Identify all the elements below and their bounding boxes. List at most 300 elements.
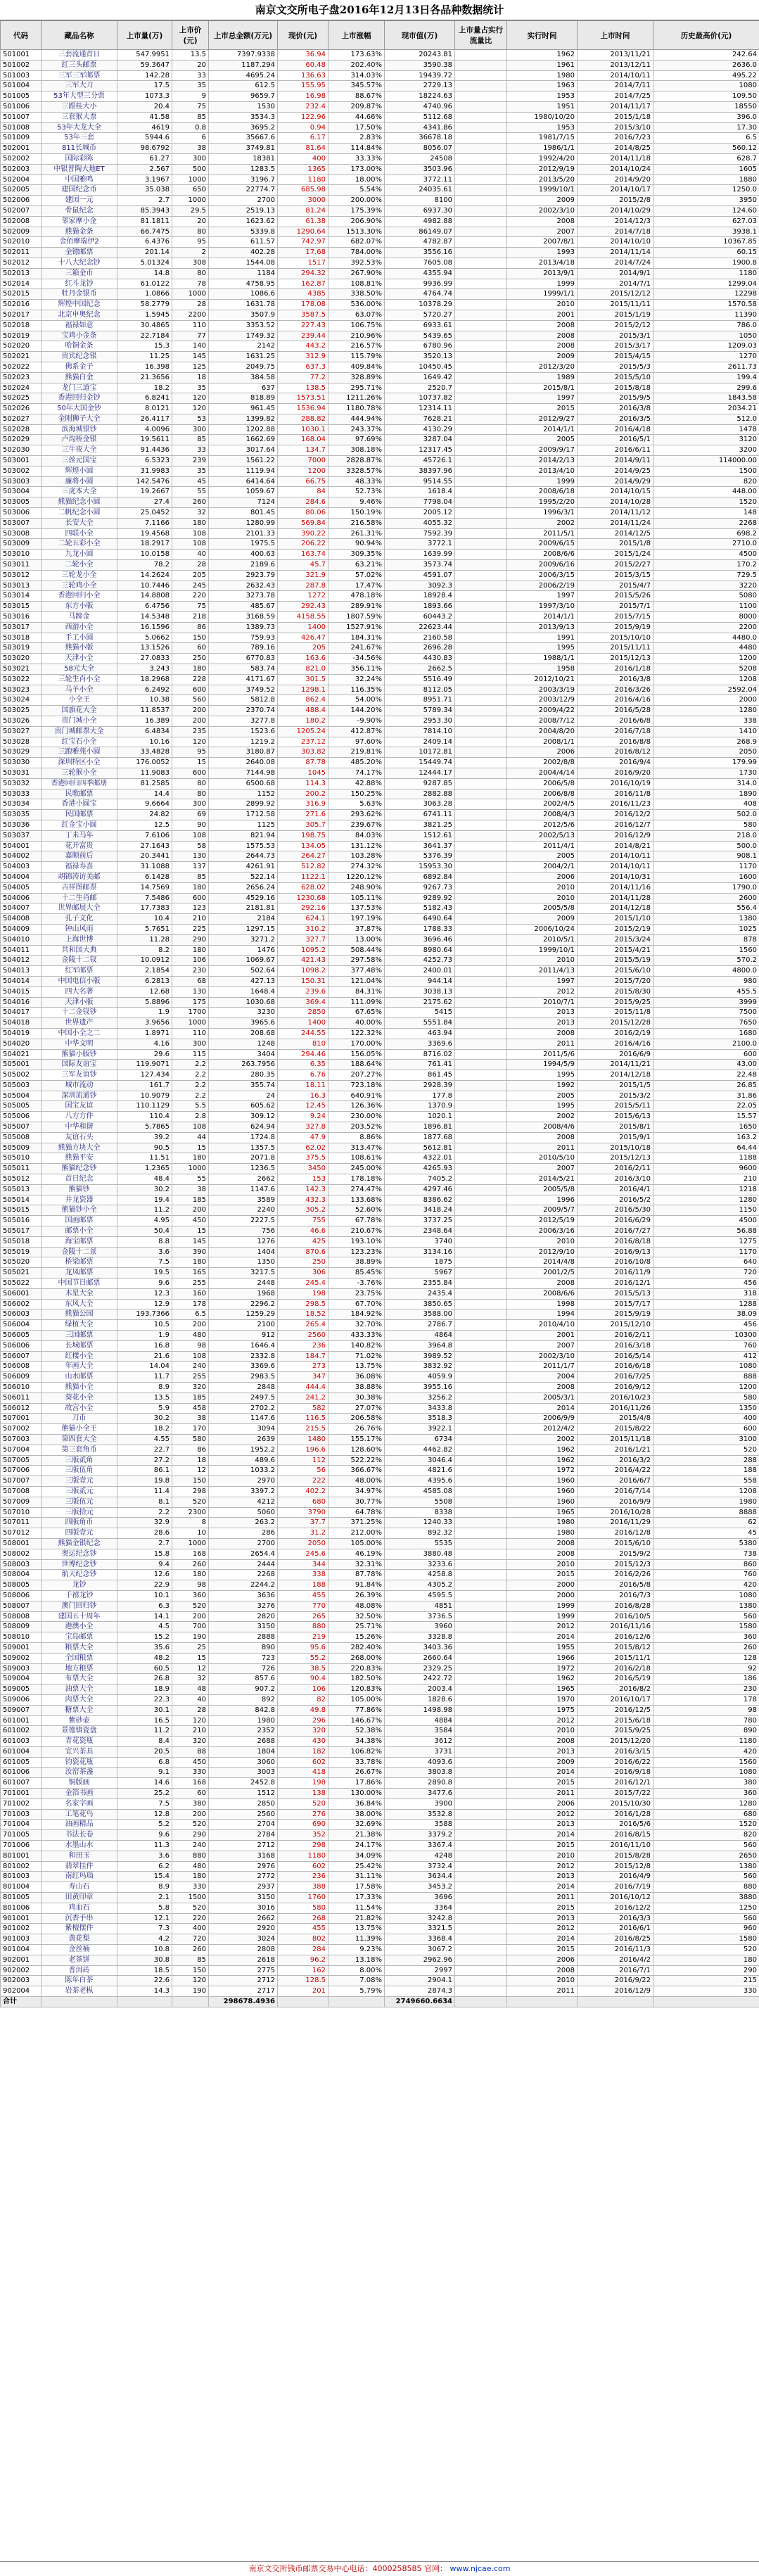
- table-row[interactable]: [1, 976, 759, 986]
- table-row[interactable]: [1, 1351, 759, 1362]
- cell-issue-date: 2006: [507, 872, 578, 882]
- table-row[interactable]: [1, 1861, 759, 1872]
- cell-quantity: 28.6: [117, 1528, 172, 1539]
- table-row[interactable]: [1, 1882, 759, 1893]
- column-header-issue-date[interactable]: 实行时间: [507, 21, 578, 50]
- table-row[interactable]: [1, 352, 759, 362]
- cell-high: 1080: [653, 1768, 759, 1778]
- table-row[interactable]: [1, 1841, 759, 1851]
- table-row[interactable]: [1, 1924, 759, 1934]
- cell-name: 钟山风雨: [42, 924, 117, 934]
- table-row[interactable]: [1, 1913, 759, 1924]
- cell-market-value: 4740.96: [385, 101, 455, 112]
- table-row[interactable]: [1, 383, 759, 393]
- table-row[interactable]: [1, 1737, 759, 1747]
- table-row[interactable]: [1, 362, 759, 372]
- table-row[interactable]: [1, 1559, 759, 1570]
- footer-link[interactable]: www.njcae.com: [449, 2564, 510, 2573]
- table-row[interactable]: [1, 737, 759, 747]
- table-row[interactable]: [1, 320, 759, 331]
- cell-list-date: 2016/1/18: [578, 664, 653, 675]
- cell-total-amount: 3695.2: [209, 122, 278, 133]
- table-row[interactable]: [1, 1372, 759, 1383]
- table-row[interactable]: [1, 1164, 759, 1174]
- table-row[interactable]: [1, 101, 759, 112]
- table-row[interactable]: [1, 424, 759, 435]
- table-row[interactable]: [1, 903, 759, 914]
- table-row[interactable]: [1, 956, 759, 966]
- cell-high: 230: [653, 1684, 759, 1695]
- table-row[interactable]: [1, 1622, 759, 1632]
- table-row[interactable]: [1, 778, 759, 789]
- table-row[interactable]: [1, 289, 759, 300]
- cell-name: 熊猫纪念小圆: [42, 497, 117, 508]
- cell-ratio: [455, 830, 507, 841]
- cell-current-price: 96.2: [278, 1955, 329, 1965]
- table-row[interactable]: [1, 1705, 759, 1715]
- cell-current-price: 31.2: [278, 1528, 329, 1539]
- cell-current-price: 306: [278, 1268, 329, 1279]
- cell-name: 航天纪念钞: [42, 1570, 117, 1580]
- table-row[interactable]: [1, 1247, 759, 1257]
- table-row[interactable]: [1, 1663, 759, 1674]
- table-row[interactable]: [1, 706, 759, 716]
- cell-issue-date: 2010: [507, 1559, 578, 1570]
- table-row[interactable]: [1, 518, 759, 528]
- table-row[interactable]: [1, 1195, 759, 1205]
- table-row[interactable]: [1, 1642, 759, 1653]
- cell-list-date: 2014/9/20: [578, 175, 653, 185]
- table-row[interactable]: [1, 747, 759, 758]
- table-row[interactable]: [1, 60, 759, 70]
- cell-change: 46.19%: [329, 1549, 385, 1559]
- cell-total-amount: 1219.2: [209, 737, 278, 747]
- table-row[interactable]: [1, 1455, 759, 1466]
- cell-market-value: 3850.65: [385, 1299, 455, 1309]
- cell-name: 工笔花鸟: [42, 1809, 117, 1820]
- cell-list-price: 290: [172, 934, 209, 945]
- table-row[interactable]: [1, 216, 759, 227]
- cell-quantity: 13.1526: [117, 643, 172, 654]
- table-row[interactable]: [1, 1694, 759, 1705]
- table-row[interactable]: [1, 841, 759, 851]
- table-row[interactable]: [1, 1798, 759, 1809]
- table-row[interactable]: [1, 310, 759, 320]
- column-header-list-price[interactable]: 上市价(元): [172, 21, 209, 50]
- cell-issue-date: 1975: [507, 1705, 578, 1715]
- cell-issue-date: 2012: [507, 1924, 578, 1934]
- cell-current-price: 3790: [278, 1507, 329, 1518]
- table-row[interactable]: [1, 1299, 759, 1309]
- column-header-ratio[interactable]: 上市量占实行流量比: [455, 21, 507, 50]
- cell-ratio: [455, 580, 507, 591]
- cell-issue-date: 2014/1/1: [507, 424, 578, 435]
- cell-issue-date: 1992/4/20: [507, 153, 578, 164]
- table-row[interactable]: [1, 268, 759, 279]
- table-row[interactable]: [1, 872, 759, 882]
- cell-change: 38.00%: [329, 1809, 385, 1820]
- table-row[interactable]: [1, 1570, 759, 1580]
- table-row[interactable]: [1, 1383, 759, 1393]
- table-row[interactable]: [1, 331, 759, 341]
- total-cell: [117, 1997, 172, 2007]
- table-row[interactable]: [1, 112, 759, 122]
- cell-name: 世界邮展大全: [42, 903, 117, 914]
- table-row[interactable]: [1, 820, 759, 830]
- table-row[interactable]: [1, 1008, 759, 1018]
- table-row[interactable]: [1, 695, 759, 706]
- table-row[interactable]: [1, 726, 759, 737]
- table-row[interactable]: [1, 1184, 759, 1195]
- cell-list-price: 205: [172, 570, 209, 580]
- table-row[interactable]: [1, 227, 759, 237]
- cell-market-value: 3821.25: [385, 820, 455, 830]
- cell-change: 64.78%: [329, 1507, 385, 1518]
- table-row[interactable]: [1, 1340, 759, 1351]
- table-row[interactable]: [1, 1757, 759, 1768]
- cell-quantity: 1.2365: [117, 1164, 172, 1174]
- table-row[interactable]: [1, 1080, 759, 1091]
- cell-list-price: 2300: [172, 1507, 209, 1518]
- cell-change: 1527.91%: [329, 622, 385, 633]
- cell-ratio: [455, 237, 507, 248]
- table-row[interactable]: [1, 924, 759, 934]
- table-row[interactable]: [1, 1362, 759, 1372]
- table-row[interactable]: [1, 1611, 759, 1622]
- table-row[interactable]: [1, 341, 759, 352]
- cell-high: 1100: [653, 602, 759, 612]
- table-row[interactable]: [1, 185, 759, 196]
- table-row[interactable]: [1, 986, 759, 997]
- cell-current-price: 770: [278, 1601, 329, 1611]
- cell-current-price: 1298.1: [278, 685, 329, 695]
- table-row[interactable]: [1, 1590, 759, 1601]
- cell-current-price: 276: [278, 1809, 329, 1820]
- table-row[interactable]: [1, 1601, 759, 1611]
- table-row[interactable]: [1, 1789, 759, 1799]
- table-row[interactable]: [1, 1809, 759, 1820]
- column-header-change[interactable]: 上市涨幅: [329, 21, 385, 50]
- table-row[interactable]: [1, 1851, 759, 1861]
- table-row[interactable]: [1, 914, 759, 925]
- table-row[interactable]: [1, 1216, 759, 1226]
- table-row[interactable]: [1, 1268, 759, 1279]
- cell-quantity: 4.95: [117, 1216, 172, 1226]
- table-row[interactable]: [1, 539, 759, 550]
- table-row[interactable]: [1, 1122, 759, 1133]
- cell-code: 503010: [1, 550, 42, 560]
- table-row[interactable]: [1, 674, 759, 685]
- table-row[interactable]: [1, 248, 759, 258]
- table-row[interactable]: [1, 1070, 759, 1081]
- table-row[interactable]: [1, 1976, 759, 1986]
- cell-list-price: 80: [172, 227, 209, 237]
- table-row[interactable]: [1, 50, 759, 61]
- cell-ratio: [455, 372, 507, 383]
- cell-ratio: [455, 1288, 507, 1299]
- column-header-high[interactable]: 历史最高价(元): [653, 21, 759, 50]
- table-row[interactable]: [1, 497, 759, 508]
- table-row[interactable]: [1, 643, 759, 654]
- table-row[interactable]: [1, 570, 759, 580]
- table-row[interactable]: [1, 1965, 759, 1976]
- table-row[interactable]: [1, 528, 759, 539]
- cell-current-price: 582: [278, 1403, 329, 1414]
- table-row[interactable]: [1, 1112, 759, 1122]
- table-row[interactable]: [1, 1143, 759, 1153]
- table-row[interactable]: [1, 830, 759, 841]
- column-header-name[interactable]: 藏品名称: [42, 21, 117, 50]
- table-row[interactable]: [1, 279, 759, 289]
- table-row[interactable]: [1, 1257, 759, 1268]
- table-row[interactable]: [1, 560, 759, 571]
- cell-name: 长城邮票: [42, 1340, 117, 1351]
- table-row[interactable]: [1, 1226, 759, 1237]
- column-header-market-value[interactable]: 现市值(万): [385, 21, 455, 50]
- cell-name: 红宝石小全: [42, 737, 117, 747]
- table-row[interactable]: [1, 1424, 759, 1435]
- table-row[interactable]: [1, 258, 759, 268]
- table-row[interactable]: [1, 1549, 759, 1559]
- table-row[interactable]: [1, 1497, 759, 1507]
- table-row[interactable]: [1, 1955, 759, 1965]
- cell-ratio: [455, 456, 507, 467]
- table-row[interactable]: [1, 1580, 759, 1591]
- table-row[interactable]: [1, 1466, 759, 1476]
- cell-name: 深圳流通钞: [42, 1091, 117, 1101]
- cell-total-amount: 6414.64: [209, 476, 278, 487]
- table-row[interactable]: [1, 300, 759, 310]
- cell-list-price: 320: [172, 1737, 209, 1747]
- table-row[interactable]: [1, 1986, 759, 1997]
- table-row[interactable]: [1, 1403, 759, 1414]
- table-row[interactable]: [1, 1653, 759, 1663]
- table-row[interactable]: [1, 550, 759, 560]
- table-row[interactable]: [1, 789, 759, 799]
- table-row[interactable]: [1, 1039, 759, 1049]
- table-row[interactable]: [1, 1414, 759, 1424]
- table-row[interactable]: [1, 1049, 759, 1060]
- table-row[interactable]: [1, 1153, 759, 1164]
- cell-high: 2592.04: [653, 685, 759, 695]
- cell-market-value: 3364: [385, 1903, 455, 1913]
- table-row[interactable]: [1, 1060, 759, 1070]
- table-row[interactable]: [1, 435, 759, 445]
- table-row[interactable]: [1, 508, 759, 519]
- cell-market-value: 3556.16: [385, 248, 455, 258]
- table-row[interactable]: [1, 1903, 759, 1913]
- column-header-current-price[interactable]: 现价(元): [278, 21, 329, 50]
- cell-change: 140.82%: [329, 1340, 385, 1351]
- table-row[interactable]: [1, 810, 759, 820]
- table-row[interactable]: [1, 945, 759, 956]
- table-row[interactable]: [1, 1768, 759, 1778]
- table-row[interactable]: [1, 1528, 759, 1539]
- table-row[interactable]: [1, 799, 759, 810]
- table-row[interactable]: [1, 487, 759, 497]
- table-row[interactable]: [1, 133, 759, 144]
- cell-code: 502007: [1, 205, 42, 216]
- table-row[interactable]: [1, 1726, 759, 1737]
- cell-list-date: 2015/4/15: [578, 352, 653, 362]
- table-row[interactable]: [1, 612, 759, 623]
- table-row[interactable]: [1, 1746, 759, 1757]
- cell-high: 38.09: [653, 1309, 759, 1320]
- cell-high: 1180: [653, 268, 759, 279]
- table-row[interactable]: [1, 1018, 759, 1029]
- cell-ratio: [455, 300, 507, 310]
- table-row[interactable]: [1, 851, 759, 862]
- cell-market-value: 6780.96: [385, 341, 455, 352]
- table-row[interactable]: [1, 622, 759, 633]
- table-row[interactable]: [1, 716, 759, 727]
- table-row[interactable]: [1, 1507, 759, 1518]
- table-row[interactable]: [1, 934, 759, 945]
- column-header-total-amount[interactable]: 上市总金额(万元): [209, 21, 278, 50]
- table-row[interactable]: [1, 882, 759, 893]
- cell-market-value: 5612.81: [385, 1143, 455, 1153]
- table-row[interactable]: [1, 1279, 759, 1289]
- cell-change: 640.91%: [329, 1091, 385, 1101]
- table-row[interactable]: [1, 404, 759, 414]
- table-row[interactable]: [1, 1820, 759, 1830]
- table-row[interactable]: [1, 1486, 759, 1497]
- table-row[interactable]: [1, 70, 759, 81]
- column-header-list-date[interactable]: 上市时间: [578, 21, 653, 50]
- cell-change: 17.50%: [329, 122, 385, 133]
- table-row[interactable]: [1, 1518, 759, 1528]
- cell-total-amount: 4212: [209, 1497, 278, 1507]
- table-row[interactable]: [1, 81, 759, 91]
- cell-ratio: [455, 1507, 507, 1518]
- table-row[interactable]: [1, 1331, 759, 1341]
- table-row[interactable]: [1, 1684, 759, 1695]
- table-row[interactable]: [1, 1872, 759, 1882]
- table-row[interactable]: [1, 205, 759, 216]
- table-row[interactable]: [1, 237, 759, 248]
- table-row[interactable]: [1, 1830, 759, 1841]
- table-row[interactable]: [1, 91, 759, 102]
- table-row[interactable]: [1, 393, 759, 404]
- table-row[interactable]: [1, 997, 759, 1008]
- cell-list-price: 185: [172, 1195, 209, 1205]
- table-row[interactable]: [1, 1392, 759, 1403]
- table-row[interactable]: [1, 144, 759, 154]
- cell-code: 503002: [1, 466, 42, 476]
- table-row[interactable]: [1, 1320, 759, 1331]
- table-row[interactable]: [1, 1715, 759, 1726]
- cell-ratio: [455, 1392, 507, 1403]
- table-row[interactable]: [1, 1778, 759, 1789]
- cell-quantity: 25.2: [117, 1789, 172, 1799]
- table-row[interactable]: [1, 476, 759, 487]
- table-row[interactable]: [1, 862, 759, 873]
- cell-ratio: [455, 1851, 507, 1861]
- table-row[interactable]: [1, 1934, 759, 1945]
- cell-change: 23.75%: [329, 1288, 385, 1299]
- cell-current-price: 116.5: [278, 1414, 329, 1424]
- table-row[interactable]: [1, 1288, 759, 1299]
- table-row[interactable]: [1, 372, 759, 383]
- table-row[interactable]: [1, 1445, 759, 1455]
- column-header-code[interactable]: 代码: [1, 21, 42, 50]
- cell-quantity: 61.0122: [117, 279, 172, 289]
- cell-list-date: 2015/10/30: [578, 1798, 653, 1809]
- table-row[interactable]: [1, 466, 759, 476]
- cell-market-value: 3287.04: [385, 435, 455, 445]
- cell-change: 478.18%: [329, 591, 385, 602]
- table-row[interactable]: [1, 1205, 759, 1216]
- table-row[interactable]: [1, 1101, 759, 1112]
- table-row[interactable]: [1, 633, 759, 643]
- table-row[interactable]: [1, 591, 759, 602]
- table-row[interactable]: [1, 1028, 759, 1039]
- table-row[interactable]: [1, 768, 759, 778]
- cell-high: 456: [653, 1320, 759, 1331]
- table-row[interactable]: [1, 580, 759, 591]
- cell-name: 宝岛邮票: [42, 1632, 117, 1643]
- cell-list-price: 390: [172, 1247, 209, 1257]
- table-row[interactable]: [1, 153, 759, 164]
- cell-issue-date: 1988/1/1: [507, 654, 578, 664]
- cell-list-date: 2015/7/15: [578, 612, 653, 623]
- cell-ratio: [455, 81, 507, 91]
- table-row[interactable]: [1, 456, 759, 467]
- table-row[interactable]: [1, 758, 759, 768]
- cell-code: 508006: [1, 1590, 42, 1601]
- cell-total-amount: 907.2: [209, 1684, 278, 1695]
- table-row[interactable]: [1, 1674, 759, 1684]
- table-row[interactable]: [1, 122, 759, 133]
- table-row[interactable]: [1, 175, 759, 185]
- column-header-quantity[interactable]: 上市量(万): [117, 21, 172, 50]
- table-row[interactable]: [1, 685, 759, 695]
- table-row[interactable]: [1, 654, 759, 664]
- cell-list-price: 200: [172, 1611, 209, 1622]
- cell-list-price: 185: [172, 1392, 209, 1403]
- cell-code: 503014: [1, 591, 42, 602]
- cell-ratio: [455, 1091, 507, 1101]
- table-row[interactable]: [1, 196, 759, 206]
- cell-current-price: 352: [278, 1830, 329, 1841]
- table-row[interactable]: [1, 1632, 759, 1643]
- table-row[interactable]: [1, 1236, 759, 1247]
- table-row[interactable]: [1, 966, 759, 977]
- table-row[interactable]: [1, 602, 759, 612]
- cell-code: 501005: [1, 91, 42, 102]
- table-row[interactable]: [1, 445, 759, 456]
- table-row[interactable]: [1, 1174, 759, 1185]
- cell-market-value: 9514.55: [385, 476, 455, 487]
- table-row[interactable]: [1, 1091, 759, 1101]
- cell-list-price: 580: [172, 1434, 209, 1445]
- table-row[interactable]: [1, 164, 759, 175]
- table-row[interactable]: [1, 1309, 759, 1320]
- table-row[interactable]: [1, 1434, 759, 1445]
- cell-current-price: 6.17: [278, 133, 329, 144]
- table-row[interactable]: [1, 414, 759, 424]
- table-row[interactable]: [1, 1132, 759, 1143]
- cell-total-amount: 3353.52: [209, 320, 278, 331]
- table-row[interactable]: [1, 664, 759, 675]
- table-row[interactable]: [1, 893, 759, 903]
- cell-list-date: 2016/5/28: [578, 706, 653, 716]
- cell-ratio: [455, 1195, 507, 1205]
- table-row[interactable]: [1, 1538, 759, 1549]
- table-row[interactable]: [1, 1893, 759, 1903]
- table-row[interactable]: [1, 1945, 759, 1955]
- table-row[interactable]: [1, 1476, 759, 1487]
